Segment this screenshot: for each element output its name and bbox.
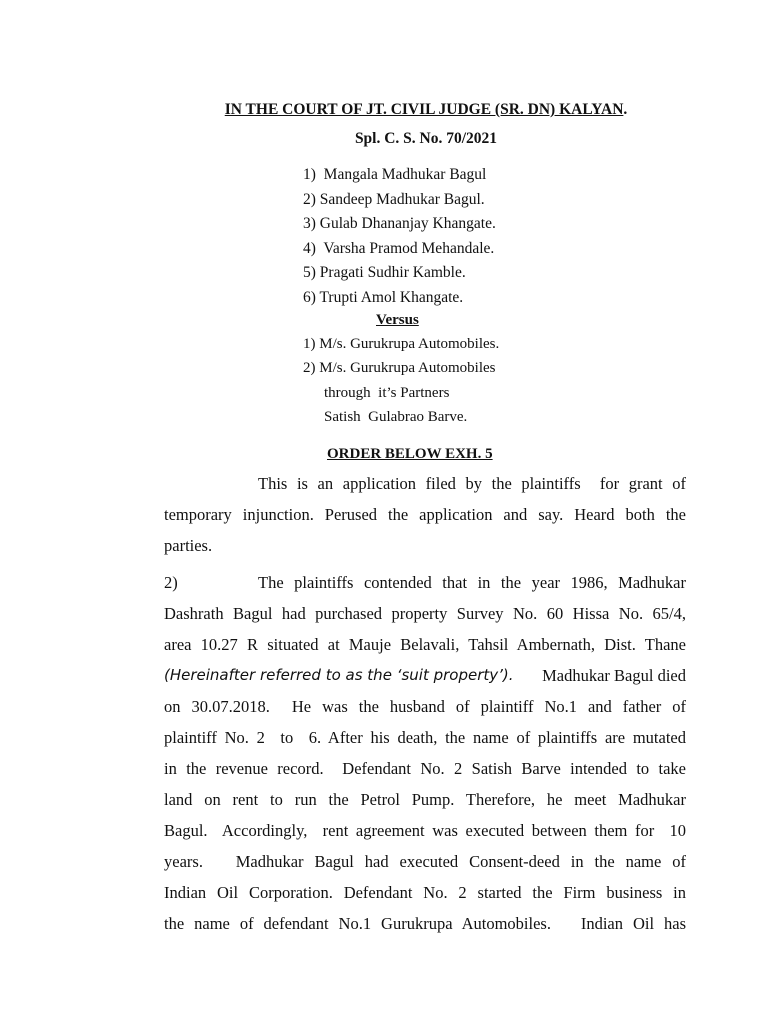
- paragraph-1: [164, 468, 686, 561]
- paragraph-line-text-wrap: [258, 567, 686, 598]
- paragraph-line-text: area 10.27 R situated at Mauje Belavali, Tahsil Ambernath, Dist. Thane: [164, 635, 686, 654]
- plaintiff-item: 6) Trupti Amol Khangate.: [303, 288, 464, 306]
- italic-phrase: (Hereinafter referred to as the ‘suit property’).: [164, 666, 514, 684]
- paragraph-line: [164, 846, 686, 877]
- paragraph-line: [164, 753, 686, 784]
- paragraph-line-text: years. Madhukar Bagul had executed Consent-deed in the name of: [164, 852, 686, 871]
- paragraph-line: [164, 499, 686, 530]
- paragraph-line-text: in the revenue record. Defendant No. 2 Satish Barve intended to take: [164, 759, 686, 778]
- court-name: IN THE COURT OF JT. CIVIL JUDGE (SR. DN) KALYAN: [224, 101, 624, 118]
- paragraph-line: [164, 691, 686, 722]
- plaintiff-item: 2) Sandeep Madhukar Bagul.: [303, 190, 485, 208]
- paragraph-line-text: Dashrath Bagul had purchased property Survey No. 60 Hissa No. 65/4,: [164, 604, 686, 623]
- court-title-suffix: .: [623, 101, 628, 118]
- paragraph-line: [164, 722, 686, 753]
- paragraph-line: [164, 567, 686, 598]
- paragraph-2: [164, 567, 686, 939]
- paragraph-line: [164, 530, 686, 561]
- paragraph-line-text: Bagul. Accordingly, rent agreement was executed between them for 10: [164, 821, 686, 840]
- plaintiff-item: 1) Mangala Madhukar Bagul: [303, 166, 487, 183]
- defendant-item: through it’s Partners: [324, 384, 450, 401]
- paragraph-line-text: This is an application filed by the plaintiffs for grant of: [258, 474, 686, 493]
- paragraph-line-text: Indian Oil Corporation. Defendant No. 2 started the Firm business in: [164, 883, 686, 902]
- paragraph-line: [164, 660, 686, 691]
- paragraph-line-text: the name of defendant No.1 Gurukrupa Automobiles. Indian Oil has: [164, 914, 686, 933]
- paragraph-line-text: The plaintiffs contended that in the year 1986, Madhukar: [258, 573, 686, 592]
- plaintiffs-list: [303, 163, 496, 311]
- defendant-item: 2) M/s. Gurukrupa Automobiles: [303, 360, 496, 377]
- paragraph-line: [164, 815, 686, 846]
- paragraph-line-text: on 30.07.2018. He was the husband of plaintiff No.1 and father of: [164, 697, 686, 716]
- paragraph-line-text: parties.: [164, 536, 213, 555]
- case-number: Spl. C. S. No. 70/2021: [354, 130, 498, 147]
- paragraph-line: [164, 629, 686, 660]
- paragraph-line: [164, 598, 686, 629]
- paragraph-line: [164, 468, 686, 499]
- order-heading: ORDER BELOW EXH. 5: [327, 446, 493, 462]
- paragraph-line-text: plaintiff No. 2 to 6. After his death, the name of plaintiffs are mutated: [164, 728, 686, 747]
- paragraph-line-text: temporary injunction. Perused the application and say. Heard both the: [164, 505, 686, 524]
- paragraph-number: 2): [164, 573, 178, 592]
- plaintiff-item: 5) Pragati Sudhir Kamble.: [303, 264, 466, 282]
- paragraph-line: [164, 784, 686, 815]
- paragraph-line-text: Madhukar Bagul died: [542, 666, 686, 685]
- paragraph-line: [164, 908, 686, 939]
- court-title: [0, 100, 768, 120]
- paragraph-line-text: land on rent to run the Petrol Pump. Therefore, he meet Madhukar: [164, 790, 686, 809]
- versus-label: Versus: [376, 312, 419, 328]
- plaintiff-item: 4) Varsha Pramod Mehandale.: [303, 239, 495, 257]
- paragraph-line: [164, 877, 686, 908]
- plaintiff-item: 3) Gulab Dhananjay Khangate.: [303, 215, 496, 233]
- defendants-list: [303, 332, 499, 429]
- defendant-item: Satish Gulabrao Barve.: [324, 408, 468, 425]
- defendant-item: 1) M/s. Gurukrupa Automobiles.: [303, 336, 500, 352]
